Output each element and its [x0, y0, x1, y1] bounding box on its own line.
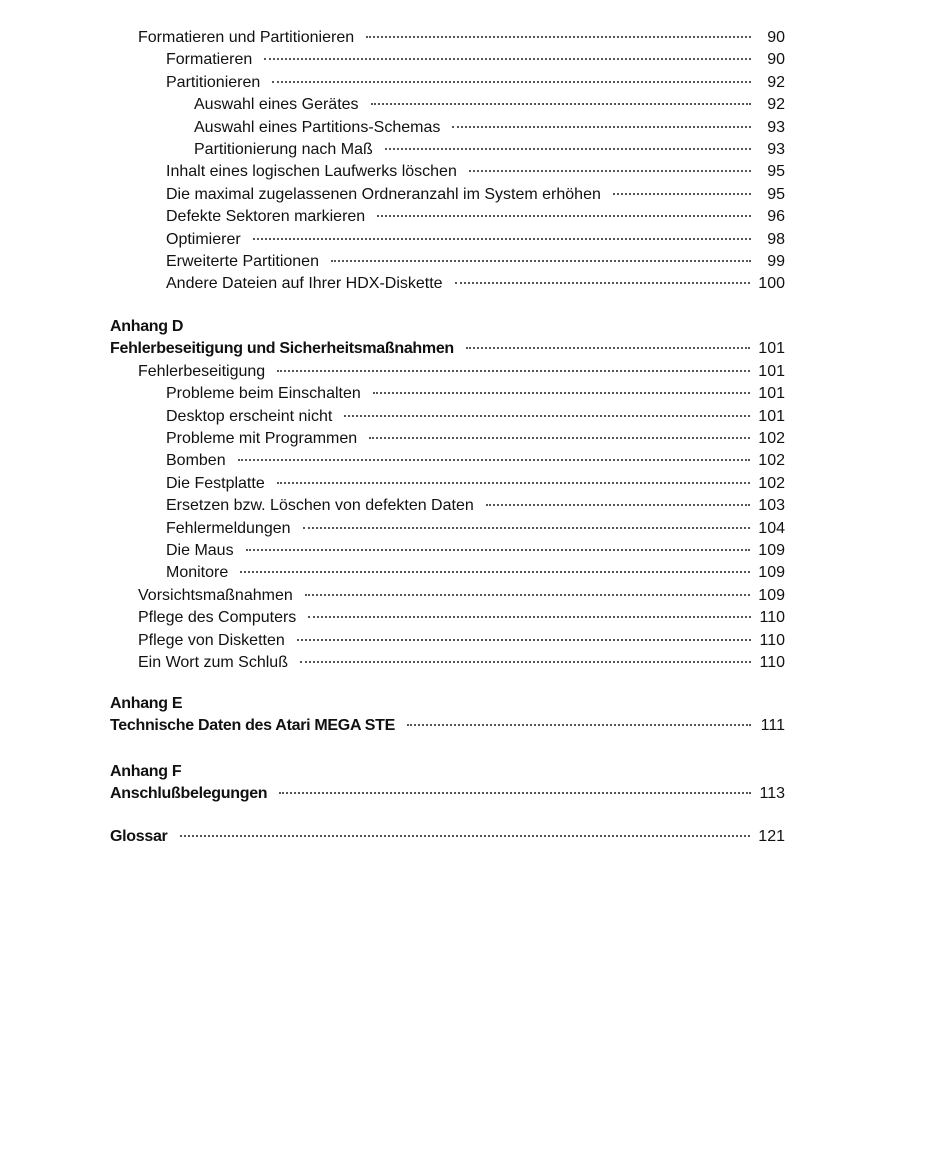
- dot-leader: [469, 170, 751, 172]
- toc-entry-title: Auswahl eines Partitions-Schemas: [194, 118, 441, 136]
- toc-entry-page-number: 113: [759, 785, 785, 803]
- toc-entry-page-number: 109: [758, 542, 785, 559]
- dot-leader: [240, 571, 750, 573]
- toc-entry-page-number: 90: [767, 51, 785, 69]
- toc-entry-page-number: 102: [758, 430, 785, 447]
- toc-entry-page-number: 98: [767, 230, 785, 248]
- dot-leader: [277, 482, 751, 484]
- toc-entry-title: Ein Wort zum Schluß: [138, 654, 288, 671]
- toc-entry[interactable]: [0, 473, 785, 495]
- dot-leader: [246, 549, 751, 551]
- toc-entry-page-number: 90: [767, 29, 785, 46]
- dot-leader: [344, 415, 750, 417]
- appendix-heading: Anhang D: [110, 318, 184, 335]
- dot-leader: [279, 792, 751, 794]
- toc-entry[interactable]: [0, 229, 785, 251]
- toc-entry-title: Optimierer: [166, 230, 241, 248]
- dot-leader: [371, 103, 751, 105]
- dot-leader: [308, 616, 751, 618]
- toc-entry[interactable]: [0, 585, 785, 607]
- toc-entry-page-number: 101: [758, 362, 785, 380]
- toc-entry-page-number: 121: [758, 828, 785, 845]
- dot-leader: [331, 260, 751, 262]
- toc-entry-title: Monitore: [166, 564, 229, 582]
- toc-entry-page-number: 99: [767, 253, 785, 270]
- dot-leader: [366, 36, 751, 38]
- toc-entry-page-number: 95: [767, 163, 785, 181]
- dot-leader: [385, 148, 751, 150]
- toc-entry-page-number: 103: [758, 497, 785, 515]
- toc-entry-page-number: 110: [759, 654, 785, 671]
- toc-entry-title: Die Maus: [166, 542, 234, 559]
- dot-leader: [377, 215, 751, 217]
- dot-leader: [264, 58, 751, 60]
- toc-entry[interactable]: [0, 49, 785, 71]
- toc-entry[interactable]: [0, 715, 785, 737]
- toc-entry-page-number: 101: [758, 385, 785, 403]
- toc-entry-title: Bomben: [166, 452, 226, 470]
- dot-leader: [300, 661, 751, 663]
- toc-entry-page-number: 101: [758, 340, 785, 358]
- toc-entry[interactable]: [0, 383, 785, 405]
- toc-entry[interactable]: [0, 184, 785, 206]
- dot-leader: [455, 282, 751, 284]
- toc-entry[interactable]: [0, 562, 785, 584]
- toc-entry-title: Partitionieren: [166, 73, 261, 91]
- dot-leader: [305, 594, 751, 596]
- dot-leader: [277, 370, 750, 372]
- toc-entry[interactable]: [0, 450, 785, 472]
- toc-entry-page-number: 102: [758, 474, 785, 492]
- toc-entry[interactable]: [0, 94, 785, 116]
- toc-entry[interactable]: [0, 630, 785, 652]
- toc-entry-title: Die maximal zugelassenen Ordneranzahl im System erhöhen: [166, 185, 601, 203]
- toc-entry[interactable]: [0, 652, 785, 674]
- toc-entry-title: Probleme beim Einschalten: [166, 385, 361, 403]
- dot-leader: [373, 392, 751, 394]
- toc-entry-title: Technische Daten des Atari MEGA STE: [110, 717, 395, 735]
- toc-entry-title: Desktop erscheint nicht: [166, 407, 333, 425]
- toc-entry-title: Glossar: [110, 828, 168, 845]
- toc-entry-page-number: 96: [767, 208, 785, 226]
- appendix-heading: Anhang E: [110, 695, 183, 712]
- toc-entry-title: Die Festplatte: [166, 474, 265, 492]
- toc-entry-page-number: 101: [758, 407, 785, 425]
- toc-entry-page-number: 95: [767, 185, 785, 203]
- toc-entry-page-number: 93: [767, 141, 785, 158]
- toc-entry-title: Pflege von Disketten: [138, 631, 285, 649]
- toc-entry[interactable]: [0, 161, 785, 183]
- toc-entry[interactable]: [0, 72, 785, 94]
- toc-entry-page-number: 110: [759, 631, 785, 649]
- toc-entry[interactable]: [0, 117, 785, 139]
- toc-entry-title: Formatieren und Partitionieren: [138, 29, 355, 46]
- toc-entry[interactable]: [0, 607, 785, 629]
- toc-entry-title: Fehlermeldungen: [166, 519, 291, 537]
- dot-leader: [272, 81, 751, 83]
- appendix-heading: Anhang F: [110, 763, 182, 780]
- toc-entry[interactable]: [0, 540, 785, 562]
- dot-leader: [180, 835, 751, 837]
- toc-entry[interactable]: [0, 428, 785, 450]
- toc-entry-title: Formatieren: [166, 51, 253, 69]
- toc-entry-page-number: 111: [760, 717, 785, 735]
- toc-entry-title: Erweiterte Partitionen: [166, 253, 319, 270]
- toc-entry[interactable]: [0, 273, 785, 295]
- toc-entry-title: Vorsichtsmaßnahmen: [138, 586, 293, 604]
- toc-entry-title: Probleme mit Programmen: [166, 430, 358, 447]
- toc-entry[interactable]: [0, 361, 785, 383]
- toc-entry-title: Partitionierung nach Maß: [194, 141, 373, 158]
- dot-leader: [369, 437, 750, 439]
- toc-entry[interactable]: [0, 783, 785, 805]
- toc-entry[interactable]: [0, 495, 785, 517]
- toc-entry-title: Inhalt eines logischen Laufwerks löschen: [166, 163, 457, 181]
- toc-entry[interactable]: [0, 518, 785, 540]
- toc-entry-title: Pflege des Computers: [138, 609, 297, 627]
- toc-entry-title: Defekte Sektoren markieren: [166, 208, 366, 226]
- dot-leader: [297, 639, 751, 641]
- toc-entry[interactable]: [0, 251, 785, 273]
- toc-entry-page-number: 104: [758, 519, 785, 537]
- toc-entry-page-number: 100: [758, 275, 785, 293]
- toc-entry-page-number: 109: [758, 586, 785, 604]
- toc-entry[interactable]: [0, 338, 785, 360]
- toc-entry-title: Ersetzen bzw. Löschen von defekten Daten: [166, 497, 474, 515]
- dot-leader: [253, 238, 751, 240]
- dot-leader: [613, 193, 751, 195]
- toc-entry-page-number: 102: [758, 452, 785, 470]
- dot-leader: [407, 724, 751, 726]
- dot-leader: [238, 459, 751, 461]
- toc-entry[interactable]: [0, 206, 785, 228]
- toc-entry-page-number: 92: [767, 96, 785, 114]
- dot-leader: [303, 527, 751, 529]
- toc-entry-title: Fehlerbeseitigung und Sicherheitsmaßnahmen: [110, 340, 454, 358]
- toc-entry[interactable]: [0, 139, 785, 161]
- toc-entry-page-number: 93: [767, 118, 785, 136]
- toc-entry-title: Andere Dateien auf Ihrer HDX-Diskette: [166, 275, 443, 293]
- toc-entry[interactable]: [0, 406, 785, 428]
- toc-entry-page-number: 110: [759, 609, 785, 627]
- toc-entry[interactable]: [0, 826, 785, 848]
- toc-entry[interactable]: [0, 27, 785, 49]
- toc-entry-title: Anschlußbelegungen: [110, 785, 268, 803]
- toc-entry-page-number: 92: [767, 73, 785, 91]
- toc-entry-title: Auswahl eines Gerätes: [194, 96, 359, 114]
- dot-leader: [486, 504, 751, 506]
- dot-leader: [452, 126, 751, 128]
- toc-entry-title: Fehlerbeseitigung: [138, 362, 266, 380]
- toc-entry-page-number: 109: [758, 564, 785, 582]
- dot-leader: [466, 347, 750, 349]
